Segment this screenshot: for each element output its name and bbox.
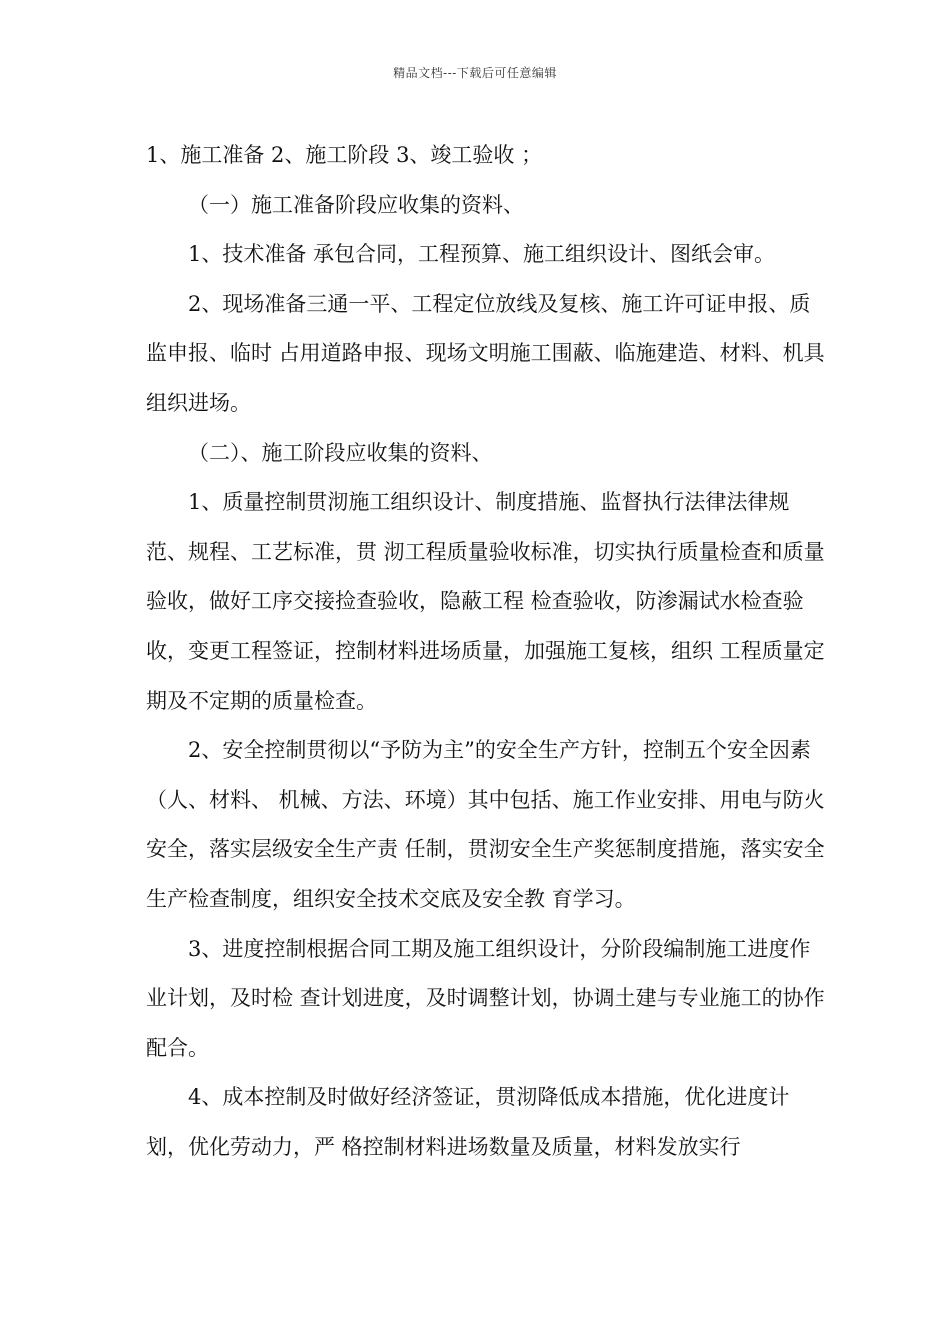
paragraph-5: （二）、施工阶段应收集的资料、 [188, 440, 493, 465]
paragraph-9: 4、成本控制及时做好经济签证，贯沏降低成本措施，优化进度计划，优化劳动力，严 格控制材料进场数量及质量，材料发放实行 [146, 1085, 790, 1159]
paragraph-2: （一）施工准备阶段应收集的资料、 [188, 192, 524, 217]
paragraph-1: 1、施工准备 2、施工阶段 3、竣工验收 ； [146, 143, 543, 167]
paragraph-7: 2、安全控制贯彻以“予防为主”的安全生产方针，控制五个安全因素（人、材料、 机械、方法、环境）其中包括、施工作业安排、用电与防火安全，落实层级安全生产责 任制，贯沏安全生产奖惩制度措施，落实安全生产检查制度，组织安全技术交底及安全教 育学习。 [146, 738, 825, 911]
paragraph-8: 3、进度控制根据合同工期及施工组织设计，分阶段编制施工进度作业计划，及时检 查计划进度，及时调整计划，协调土建与专业施工的协作配合。 [146, 936, 825, 1060]
page-header: 精品文档---下载后可任意编辑 [393, 66, 557, 80]
paragraph-6: 1、质量控制贯沏施工组织设计、制度措施、监督执行法律法律规范、规程、工艺标准，贯 沏工程质量验收标准，切实执行质量检查和质量验收，做好工序交接捡查验收，隐蔽工程 检查验收，防渗漏试水检查验收，变更工程签证，控制材料进场质量，加强施工复核，组织 工程质量定期及不定期的质量检查。 [146, 490, 825, 713]
paragraph-4: 2、现场准备三通一平、工程定位放线及复核、施工许可证申报、质监申报、临时 占用道路申报、现场文明施工围蔽、临施建造、材料、机具组织进场。 [146, 291, 825, 415]
document-body [146, 131, 826, 1172]
paragraph-3: 1、技术准备 承包合同，工程预算、施工组织设计、图纸会审。 [188, 242, 776, 267]
